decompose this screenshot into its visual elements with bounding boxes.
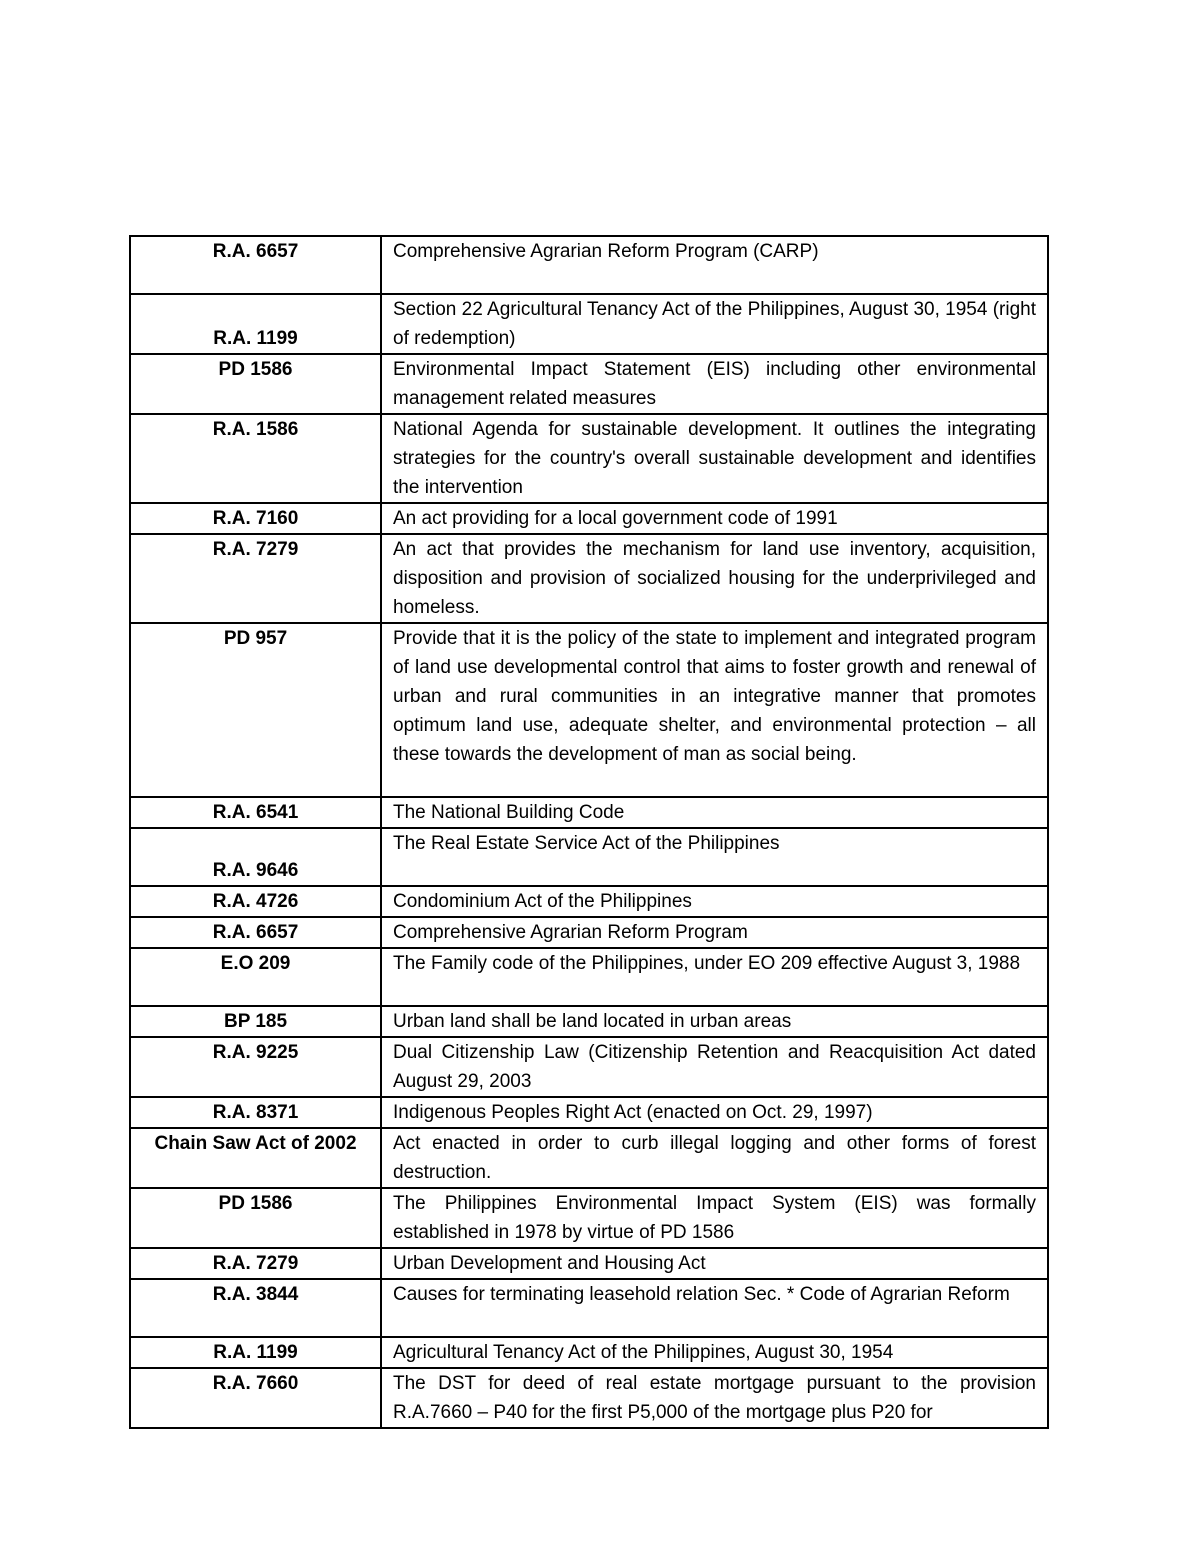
law-description: Causes for terminating leasehold relation Sec. * Code of Agrarian Reform <box>381 1279 1048 1337</box>
law-description <box>381 1368 1048 1428</box>
table-row <box>130 917 1048 948</box>
law-code: R.A. 7279 <box>130 1248 381 1279</box>
law-description: Condominium Act of the Philippines <box>381 886 1048 917</box>
table-row <box>130 1097 1048 1128</box>
law-description: National Agenda for sustainable development. It outlines the integrating strategies for the country's overall sustainable development and identifies the intervention <box>381 414 1048 503</box>
law-code: R.A. 1586 <box>130 414 381 503</box>
law-code: R.A. 8371 <box>130 1097 381 1128</box>
table-row <box>130 1368 1048 1428</box>
law-code: R.A. 6657 <box>130 917 381 948</box>
table-row <box>130 623 1048 797</box>
law-code: PD 1586 <box>130 354 381 414</box>
law-code: R.A. 7660 <box>130 1368 381 1428</box>
table-row <box>130 534 1048 623</box>
table-row <box>130 503 1048 534</box>
law-description: The Real Estate Service Act of the Philippines <box>381 828 1048 886</box>
law-code: PD 1586 <box>130 1188 381 1248</box>
law-code: BP 185 <box>130 1006 381 1037</box>
laws-table <box>129 235 1049 1429</box>
law-description: An act providing for a local government code of 1991 <box>381 503 1048 534</box>
law-code: R.A. 9646 <box>130 828 381 886</box>
law-code: R.A. 4726 <box>130 886 381 917</box>
law-code: R.A. 7279 <box>130 534 381 623</box>
law-description: Agricultural Tenancy Act of the Philippines, August 30, 1954 <box>381 1337 1048 1368</box>
law-description: Comprehensive Agrarian Reform Program (CARP) <box>381 236 1048 294</box>
law-code: R.A. 1199 <box>130 294 381 354</box>
table-row <box>130 354 1048 414</box>
law-code: R.A. 7160 <box>130 503 381 534</box>
law-description: Provide that it is the policy of the state to implement and integrated program of land use developmental control that aims to foster growth and renewal of urban and rural communities in an integrative manner that promotes optimum land use, adequate shelter, and environmental protection – all these towards the development of man as social being. <box>381 623 1048 797</box>
law-code: Chain Saw Act of 2002 <box>130 1128 381 1188</box>
law-description: Act enacted in order to curb illegal logging and other forms of forest destruction. <box>381 1128 1048 1188</box>
table-row <box>130 797 1048 828</box>
table-row <box>130 1006 1048 1037</box>
law-description: Section 22 Agricultural Tenancy Act of the Philippines, August 30, 1954 (right of redemption) <box>381 294 1048 354</box>
table-row <box>130 828 1048 886</box>
table-row <box>130 294 1048 354</box>
law-description: Urban Development and Housing Act <box>381 1248 1048 1279</box>
law-description: The National Building Code <box>381 797 1048 828</box>
table-row <box>130 1037 1048 1097</box>
law-description: Indigenous Peoples Right Act (enacted on Oct. 29, 1997) <box>381 1097 1048 1128</box>
law-code: R.A. 1199 <box>130 1337 381 1368</box>
law-description: Environmental Impact Statement (EIS) including other environmental management related measures <box>381 354 1048 414</box>
table-row <box>130 1337 1048 1368</box>
table-row <box>130 1188 1048 1248</box>
law-code: E.O 209 <box>130 948 381 1006</box>
law-description: Comprehensive Agrarian Reform Program <box>381 917 1048 948</box>
table-row <box>130 236 1048 294</box>
law-description: The Family code of the Philippines, under EO 209 effective August 3, 1988 <box>381 948 1048 1006</box>
law-code: R.A. 6541 <box>130 797 381 828</box>
law-description: An act that provides the mechanism for land use inventory, acquisition, disposition and provision of socialized housing for the underprivileged and homeless. <box>381 534 1048 623</box>
law-code: PD 957 <box>130 623 381 797</box>
table-row <box>130 886 1048 917</box>
table-row <box>130 1279 1048 1337</box>
table-row <box>130 1128 1048 1188</box>
table-row <box>130 948 1048 1006</box>
law-code: R.A. 3844 <box>130 1279 381 1337</box>
table-row <box>130 414 1048 503</box>
law-description-text: The DST for deed of real estate mortgage pursuant to the provision R.A.7660 – P40 for the first P5,000 of the mortgage plus P20 for <box>393 1373 1036 1423</box>
law-description: Dual Citizenship Law (Citizenship Retention and Reacquisition Act dated August 29, 2003 <box>381 1037 1048 1097</box>
table-row <box>130 1248 1048 1279</box>
law-code: R.A. 6657 <box>130 236 381 294</box>
law-code: R.A. 9225 <box>130 1037 381 1097</box>
law-description: Urban land shall be land located in urban areas <box>381 1006 1048 1037</box>
law-description: The Philippines Environmental Impact System (EIS) was formally established in 1978 by virtue of PD 1586 <box>381 1188 1048 1248</box>
